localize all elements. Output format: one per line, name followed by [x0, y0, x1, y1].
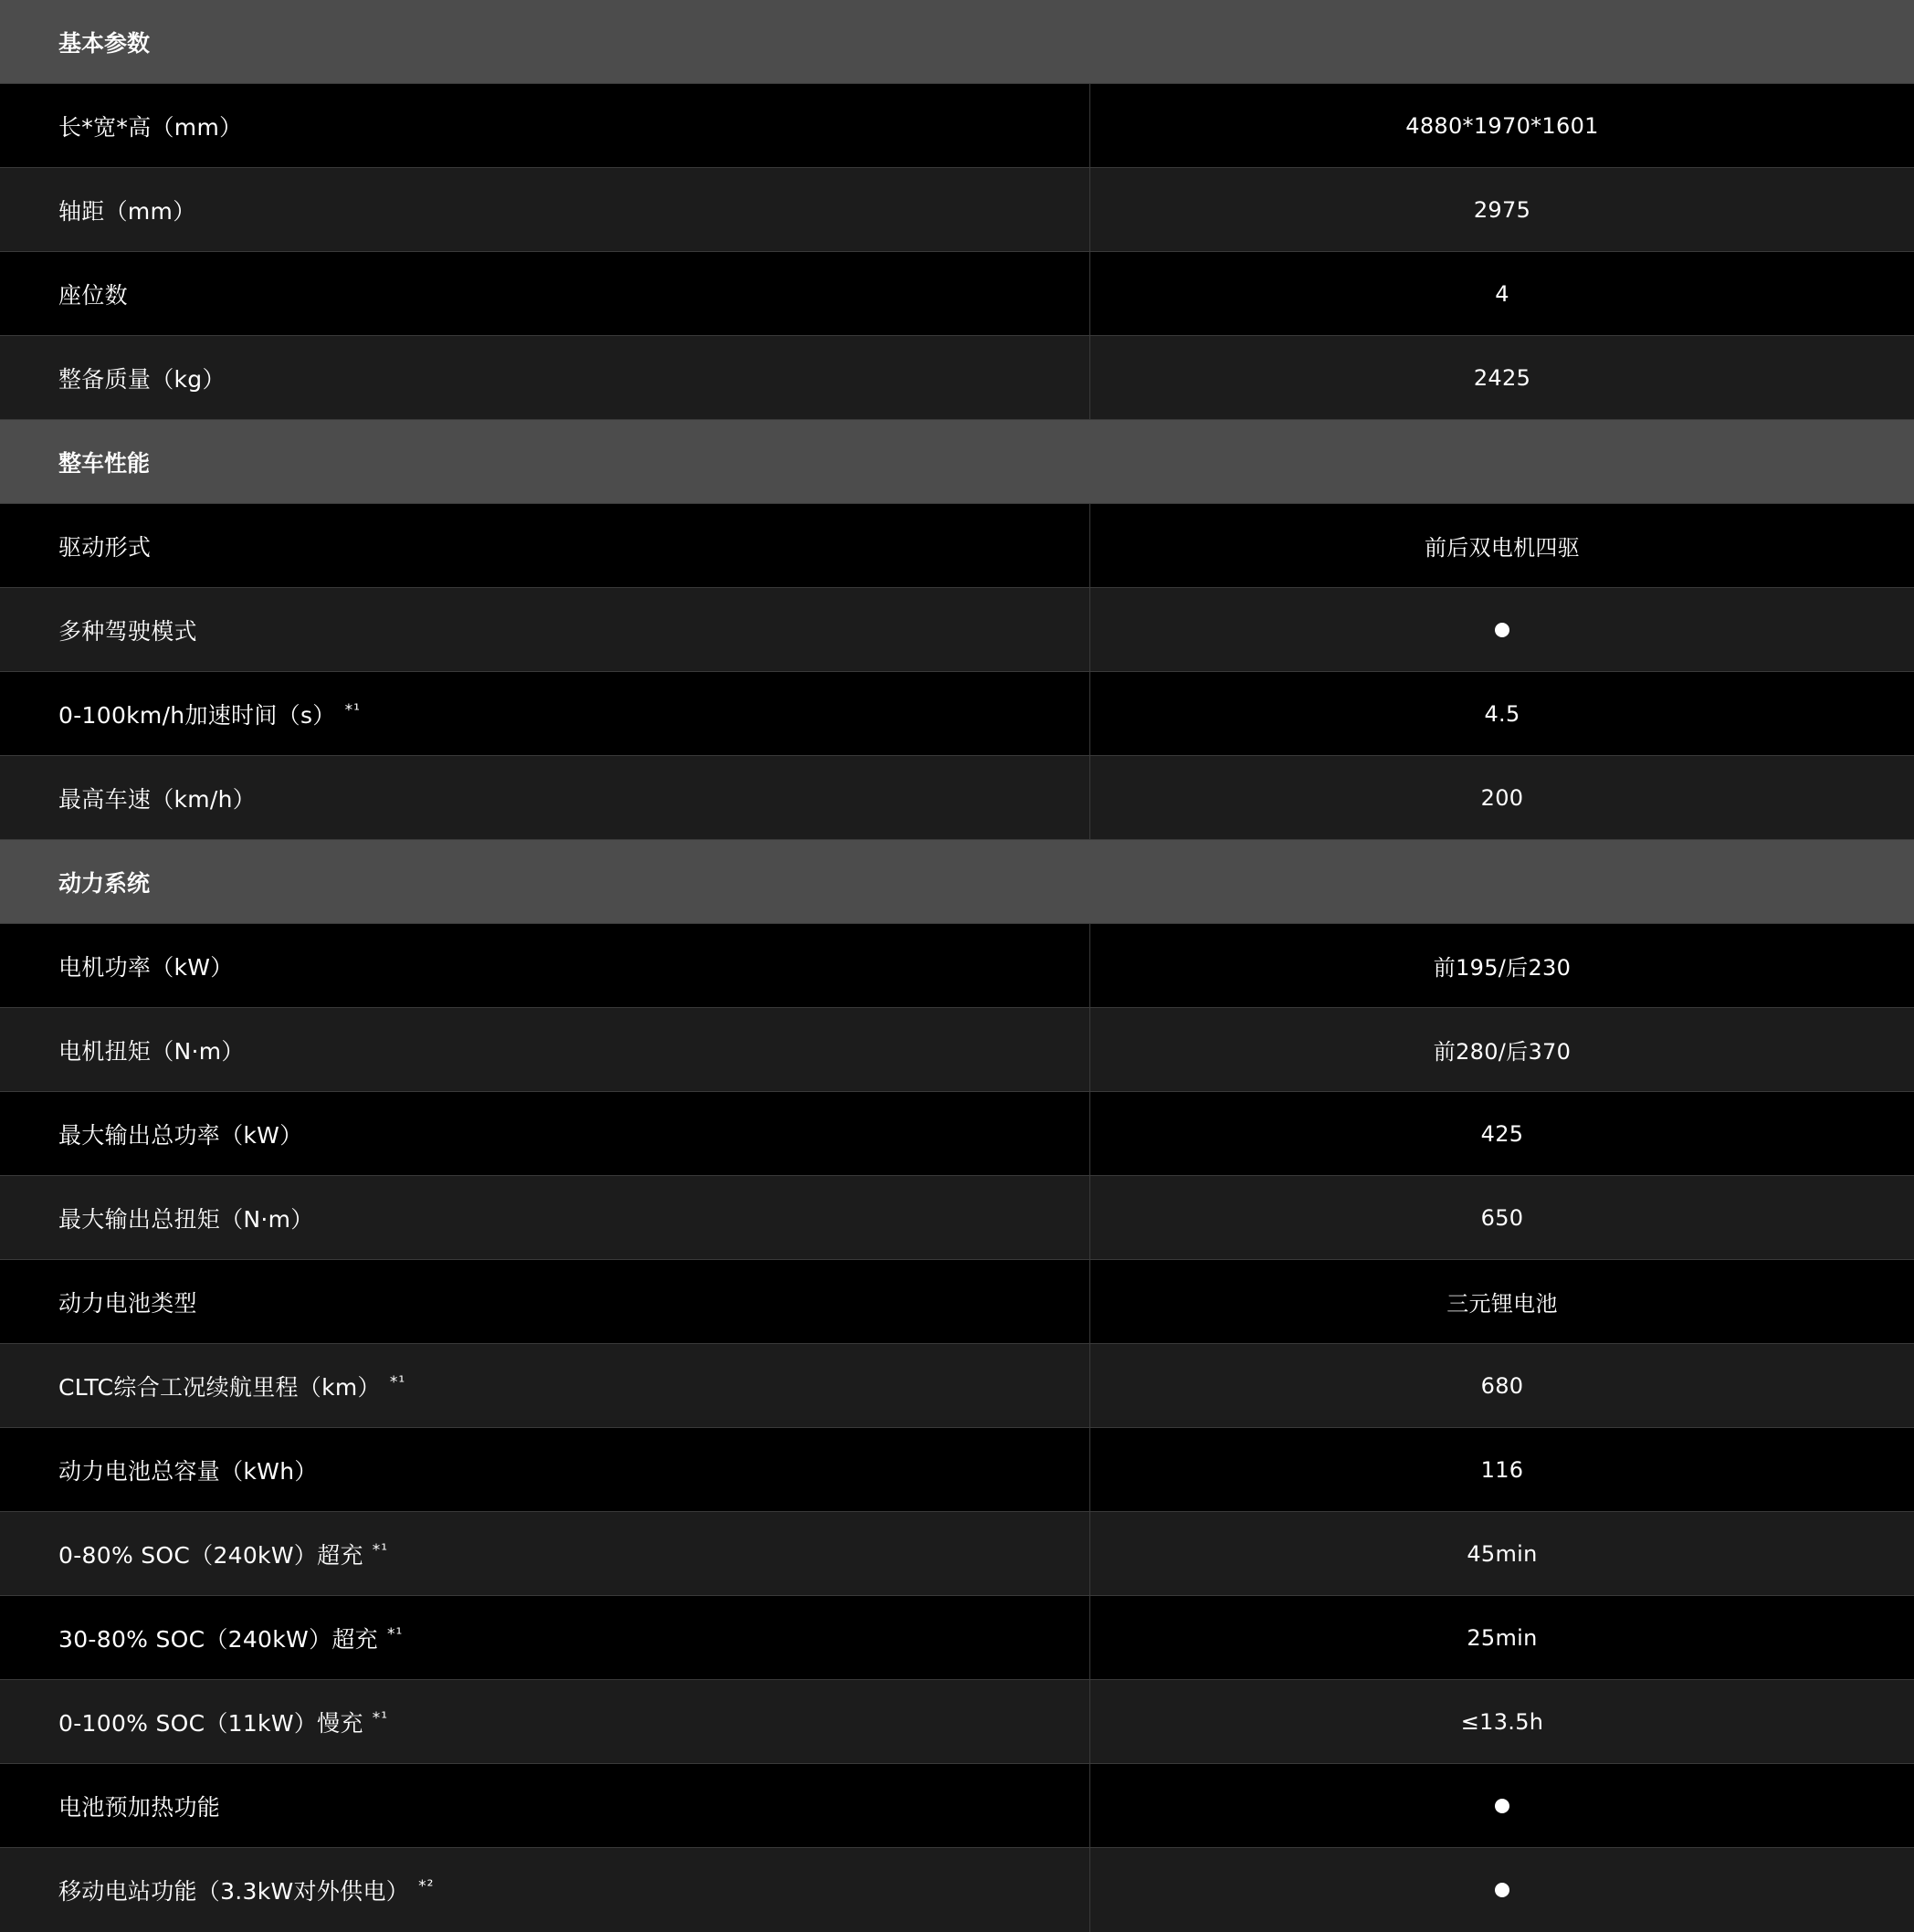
- row-label-text: 0-80% SOC（240kW）超充: [58, 1541, 363, 1569]
- row-label: [0, 1176, 1090, 1259]
- row-value: [1090, 1596, 1914, 1679]
- row-value: [1090, 1260, 1914, 1343]
- row-label: [0, 588, 1090, 671]
- row-label: [0, 1596, 1090, 1679]
- row-label: [0, 1260, 1090, 1343]
- row-value: [1090, 336, 1914, 419]
- row-value-text: 425: [1480, 1120, 1524, 1147]
- row-label-text: 长*宽*高（mm）: [58, 113, 243, 141]
- row-label-text: 驱动形式: [58, 533, 152, 561]
- row-value: [1090, 1848, 1914, 1932]
- filled-dot-icon: [1495, 623, 1509, 637]
- table-row: [0, 1176, 1914, 1260]
- row-value: [1090, 84, 1914, 167]
- section-title: 基本参数: [58, 29, 151, 57]
- row-label-text: 动力电池总容量（kWh）: [58, 1457, 318, 1485]
- table-row: [0, 1680, 1914, 1764]
- row-label: [0, 84, 1090, 167]
- row-label-text: 电机功率（kW）: [58, 953, 234, 981]
- row-value-text: 三元锂电池: [1446, 1291, 1558, 1317]
- table-row: [0, 1764, 1914, 1848]
- row-value-text: 前280/后370: [1433, 1039, 1572, 1065]
- filled-dot-icon: [1495, 1883, 1509, 1897]
- row-label-text: 座位数: [58, 281, 128, 309]
- row-value-text: 650: [1480, 1204, 1524, 1231]
- table-row: [0, 1092, 1914, 1176]
- row-label-text: 最高车速（km/h）: [58, 785, 257, 813]
- row-value: [1090, 504, 1914, 587]
- row-value: [1090, 168, 1914, 251]
- row-label: [0, 1344, 1090, 1427]
- row-value: [1090, 252, 1914, 335]
- row-label-text: 30-80% SOC（240kW）超充: [58, 1625, 378, 1653]
- row-value-text: ≤13.5h: [1460, 1708, 1544, 1735]
- row-label: [0, 504, 1090, 587]
- row-value-text: 200: [1480, 784, 1524, 811]
- row-label: [0, 1092, 1090, 1175]
- section-header-performance: [0, 420, 1914, 504]
- row-label-text: 最大输出总功率（kW）: [58, 1121, 303, 1149]
- section-title: 整车性能: [58, 449, 151, 477]
- row-value: [1090, 1764, 1914, 1847]
- row-label-text: 0-100% SOC（11kW）慢充: [58, 1709, 363, 1737]
- row-value-text: 45min: [1467, 1540, 1538, 1567]
- row-value-text: 4: [1495, 280, 1509, 307]
- row-label-text: 移动电站功能（3.3kW对外供电）: [58, 1878, 410, 1905]
- section-header-powertrain: [0, 840, 1914, 924]
- table-row: [0, 84, 1914, 168]
- section-header-basic: [0, 0, 1914, 84]
- row-value: [1090, 924, 1914, 1007]
- row-label-text: 多种驾驶模式: [58, 617, 197, 645]
- row-label: [0, 1008, 1090, 1091]
- row-label-text: 电池预加热功能: [58, 1793, 221, 1821]
- table-row: [0, 336, 1914, 420]
- row-label: [0, 168, 1090, 251]
- row-label: [0, 252, 1090, 335]
- row-label: [0, 1764, 1090, 1847]
- filled-dot-icon: [1495, 1799, 1509, 1813]
- row-value-text: 前195/后230: [1433, 955, 1572, 981]
- section-title: 动力系统: [58, 869, 151, 897]
- row-label-text: 动力电池类型: [58, 1289, 197, 1317]
- table-row: [0, 1428, 1914, 1512]
- row-value: [1090, 588, 1914, 671]
- row-label-text: 最大输出总扭矩（N·m）: [58, 1205, 314, 1233]
- table-row: [0, 1260, 1914, 1344]
- row-label: [0, 1848, 1090, 1932]
- table-row: [0, 1008, 1914, 1092]
- table-row: [0, 672, 1914, 756]
- table-row: [0, 756, 1914, 840]
- row-value-text: 680: [1480, 1372, 1524, 1399]
- table-row: [0, 924, 1914, 1008]
- row-value: [1090, 1344, 1914, 1427]
- row-label-text: CLTC综合工况续航里程（km）: [58, 1373, 381, 1401]
- row-label: [0, 1512, 1090, 1595]
- table-row: [0, 1344, 1914, 1428]
- table-row: [0, 504, 1914, 588]
- row-value-text: 116: [1480, 1456, 1524, 1483]
- row-label-text: 整备质量（kg）: [58, 365, 226, 393]
- row-label: [0, 672, 1090, 755]
- row-label: [0, 336, 1090, 419]
- row-value: [1090, 672, 1914, 755]
- row-value-text: 4880*1970*1601: [1405, 112, 1599, 139]
- row-value: [1090, 1092, 1914, 1175]
- row-value: [1090, 1008, 1914, 1091]
- row-value: [1090, 1512, 1914, 1595]
- row-label-text: 电机扭矩（N·m）: [58, 1037, 245, 1065]
- row-value: [1090, 1428, 1914, 1511]
- row-value: [1090, 1680, 1914, 1763]
- footnote-marker: *¹: [386, 1624, 404, 1643]
- row-value-text: 25min: [1467, 1624, 1538, 1651]
- row-label-text: 轴距（mm）: [58, 197, 196, 225]
- row-value-text: 前后双电机四驱: [1424, 535, 1581, 561]
- table-row: [0, 1596, 1914, 1680]
- footnote-marker: *¹: [372, 1540, 389, 1559]
- row-label-text: 0-100km/h加速时间（s）: [58, 701, 336, 729]
- footnote-marker: *¹: [372, 1708, 389, 1727]
- row-value: [1090, 1176, 1914, 1259]
- row-label: [0, 756, 1090, 839]
- row-value-text: 2425: [1473, 364, 1531, 391]
- table-row: [0, 588, 1914, 672]
- table-row: [0, 252, 1914, 336]
- row-label: [0, 1680, 1090, 1763]
- row-value-text: 4.5: [1484, 700, 1520, 727]
- table-row: [0, 1512, 1914, 1596]
- table-row: [0, 168, 1914, 252]
- table-row: [0, 1848, 1914, 1932]
- footnote-marker: *¹: [344, 700, 361, 719]
- footnote-marker: *²: [418, 1877, 435, 1895]
- row-value-text: 2975: [1473, 196, 1531, 223]
- row-value: [1090, 756, 1914, 839]
- row-label: [0, 924, 1090, 1007]
- row-label: [0, 1428, 1090, 1511]
- footnote-marker: *¹: [389, 1372, 406, 1391]
